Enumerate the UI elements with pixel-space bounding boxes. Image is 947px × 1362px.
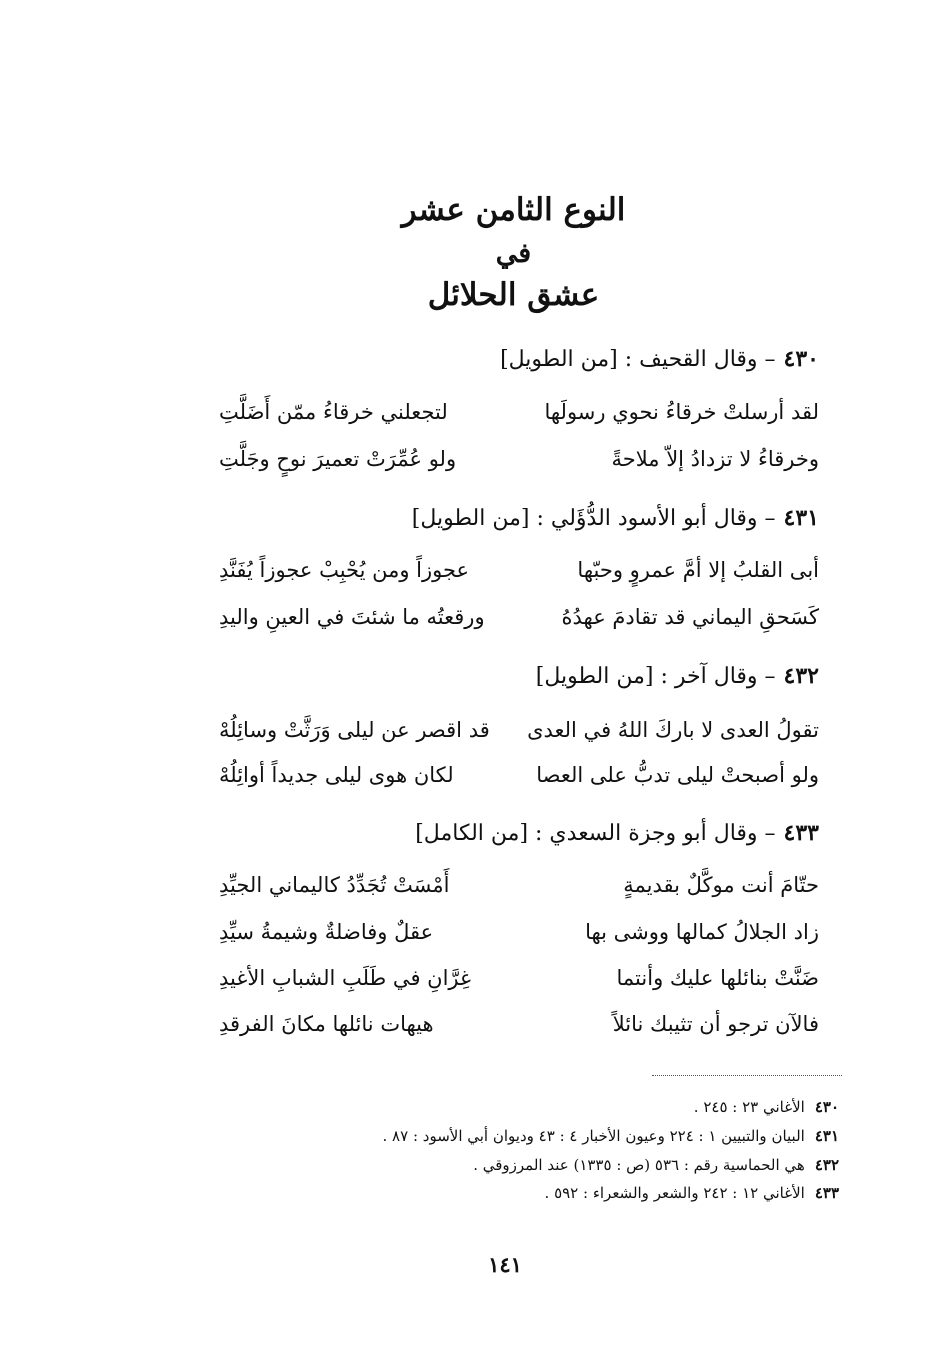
poem-heading bbox=[536, 665, 819, 688]
footnote-text: البيان والتبيين ١ : ٢٢٤ وعيون الأخبار ٤ : ٤٣ وديوان أبي الأسود : ٨٧ . bbox=[382, 1127, 805, 1145]
verse bbox=[219, 447, 819, 483]
page-number: ١٤١ bbox=[488, 1252, 522, 1277]
verse-second-hemistich: عقلٌ وفاضلةٌ وشيمةُ سيِّدِ bbox=[219, 920, 434, 944]
verse-first-hemistich: كَسَحقِ اليماني قد تقادمَ عهدُهُ bbox=[561, 605, 819, 629]
verse-first-hemistich: حتّامَ أنت موكَّلٌ بقديمةٍ bbox=[623, 873, 819, 897]
verse bbox=[219, 605, 819, 641]
verse bbox=[219, 558, 819, 594]
verse-second-hemistich: لتجعلني خرقاءُ ممّن أَضَلَّتِ bbox=[219, 400, 448, 424]
verse-first-hemistich: فالآن ترجو أن تثيبك نائلاً bbox=[612, 1012, 819, 1036]
poem-number: ٤٣١ bbox=[783, 505, 819, 531]
footnote-text: الأغاني ٢٣ : ٢٤٥ . bbox=[693, 1098, 805, 1116]
poem-heading bbox=[415, 822, 819, 845]
verse-second-hemistich: هيهات نائلها مكانَ الفرقدِ bbox=[219, 1012, 434, 1036]
poem-heading-text: – وقال أبو الأسود الدُّؤَلي : [من الطويل] bbox=[411, 506, 776, 531]
footnote-number: ٤٣١ bbox=[814, 1127, 839, 1145]
poem-number: ٤٣٠ bbox=[783, 346, 819, 372]
verse bbox=[219, 873, 819, 909]
footnote-text: هي الحماسية رقم : ٥٣٦ (ص : ١٣٣٥) عند المرزوقي . bbox=[473, 1156, 805, 1174]
footnote-number: ٤٣٢ bbox=[814, 1156, 839, 1174]
footnote-number: ٤٣٣ bbox=[814, 1184, 839, 1202]
poem-heading bbox=[500, 348, 819, 371]
poem-number: ٤٣٢ bbox=[783, 663, 819, 689]
verse-second-hemistich: عجوزاً ومن يُحْبِبْ عجوزاً يُفَنَّدِ bbox=[219, 558, 470, 582]
chapter-title-line-1: النوع الثامن عشر bbox=[401, 192, 626, 228]
verse-first-hemistich: لقد أرسلتْ خرقاءُ نحوي رسولَها bbox=[544, 400, 819, 424]
footnote bbox=[694, 1100, 839, 1115]
footnote bbox=[545, 1186, 839, 1201]
footnote-text: الأغاني ١٢ : ٢٤٢ والشعر والشعراء : ٥٩٢ . bbox=[544, 1184, 805, 1202]
poem-heading-text: – وقال آخر : [من الطويل] bbox=[535, 664, 776, 689]
verse-first-hemistich: أبى القلبُ إلا أمَّ عمروٍ وحبّها bbox=[577, 558, 819, 582]
verse-first-hemistich: تقولُ العدى لا باركَ اللهُ في العدى bbox=[527, 718, 819, 742]
verse-first-hemistich: ولو أصبحتْ ليلى تدبُّ على العصا bbox=[536, 763, 819, 787]
verse bbox=[219, 718, 819, 754]
poem-heading-text: – وقال القحيف : [من الطويل] bbox=[500, 347, 776, 372]
verse-first-hemistich: وخرقاءُ لا تزدادُ إلاّ ملاحةً bbox=[611, 447, 819, 471]
footnote bbox=[473, 1158, 839, 1173]
footnote-divider bbox=[652, 1075, 842, 1076]
poem-number: ٤٣٣ bbox=[783, 820, 819, 846]
verse-second-hemistich: ورقعتُه ما شئتَ في العينِ واليدِ bbox=[219, 605, 485, 629]
verse-first-hemistich: ضَنَّتْ بنائلها عليك وأنتما bbox=[616, 966, 819, 990]
verse bbox=[219, 400, 819, 436]
verse bbox=[219, 966, 819, 1002]
verse-second-hemistich: أَمْسَتْ تُجَدِّدُ كاليماني الجيِّدِ bbox=[219, 873, 450, 897]
chapter-title-line-3: عشق الحلائل bbox=[427, 277, 600, 313]
verse-second-hemistich: غِرَّانِ في طَلَبِ الشبابِ الأغيدِ bbox=[219, 966, 471, 990]
footnote bbox=[383, 1129, 840, 1144]
verse bbox=[219, 1012, 819, 1048]
verse-second-hemistich: قد اقصر عن ليلى وَرَثَّتْ وسائِلُهْ bbox=[219, 718, 490, 742]
poem-heading-text: – وقال أبو وجزة السعدي : [من الكامل] bbox=[415, 821, 776, 846]
verse bbox=[219, 763, 819, 799]
verse bbox=[219, 920, 819, 956]
verse-second-hemistich: ولو عُمِّرَتْ تعميرَ نوحٍ وجَلَّتِ bbox=[219, 447, 457, 471]
footnote-number: ٤٣٠ bbox=[814, 1098, 839, 1116]
verse-second-hemistich: لكان هوى ليلى جديداً أوائِلُهْ bbox=[219, 763, 454, 787]
chapter-title-line-2: في bbox=[495, 238, 532, 269]
verse-first-hemistich: زاد الجلالُ كمالها ووشى بها bbox=[585, 920, 819, 944]
poem-heading bbox=[412, 507, 819, 530]
